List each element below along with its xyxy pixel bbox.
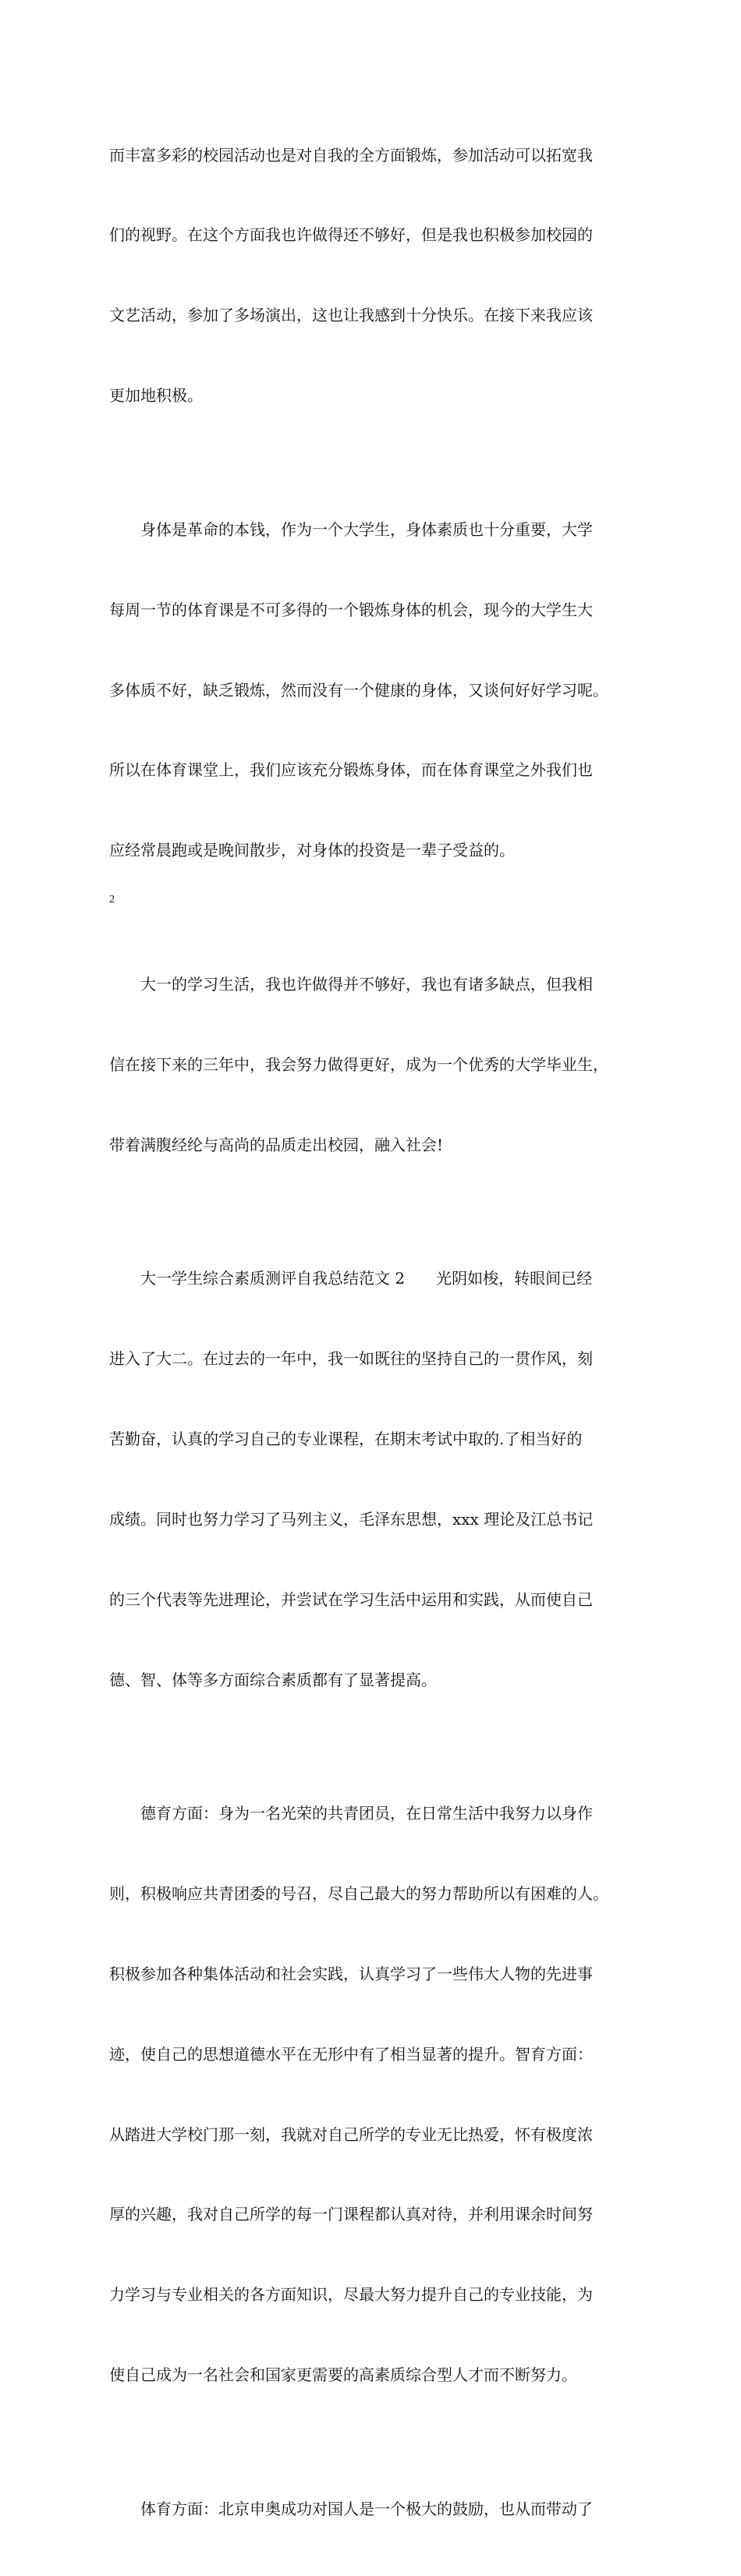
text-line: 成绩。同时也努力学习了马列主义，毛泽东思想，xxx 理论及江总书记 <box>109 1509 594 1529</box>
text-line: 应经常晨跑或是晚间散步，对身体的投资是一辈子受益的。 <box>109 841 515 860</box>
paragraph <box>109 2442 640 2575</box>
paragraph <box>109 917 640 1211</box>
text-line: 身体是革命的本钱，作为一个大学生，身体素质也十分重要，大学 <box>140 519 593 539</box>
text-line: 迹，使自己的思想道德水平在无形中有了相当显著的提升。智育方面： <box>109 2044 593 2064</box>
text-line: 而丰富多彩的校园活动也是对自我的全方面锻炼，参加活动可以拓宽我 <box>109 145 593 165</box>
text-line: 力学习与专业相关的各方面知识，尽最大努力提升自己的专业技能，为 <box>109 2285 593 2305</box>
text-line: 所以在体育课堂上，我们应该充分锻炼身体，而在体育课堂之外我们也 <box>109 760 593 780</box>
text-line: 德、智、体等多方面综合素质都有了显著提高。 <box>109 1670 437 1689</box>
text-line: 大一的学习生活，我也许做得并不够好，我也有诸多缺点，但我相 <box>140 974 593 994</box>
text-line: 使自己成为一名社会和国家更需要的高素质综合型人才而不断努力。 <box>109 2365 577 2385</box>
text-line: 多体质不好，缺乏锻炼，然而没有一个健康的身体，又谈何好好学习呢。 <box>109 680 608 700</box>
paragraph <box>109 1746 640 2442</box>
text-line: 体育方面：北京申奥成功对国人是一个极大的鼓励，也从而带动了 <box>140 2499 593 2518</box>
text-line: 德育方面：身为一名光荣的共青团员，在日常生活中我努力以身作 <box>140 1804 593 1823</box>
text-line: 文艺活动，参加了多场演出，这也让我感到十分快乐。在接下来我应该 <box>109 306 593 325</box>
page-number: 2 <box>109 894 115 905</box>
text-line: 更加地积极。 <box>109 386 203 406</box>
text-line: 苦勤奋，认真的学习自己的专业课程，在期末考试中取的.了相当好的 <box>109 1429 583 1448</box>
text-line: 积极参加各种集体活动和社会实践，认真学习了一些伟大人物的先进事 <box>109 1964 593 1983</box>
text-line: 带着满腹经纶与高尚的品质走出校园，融入社会! <box>109 1135 444 1154</box>
body-text <box>109 88 640 2576</box>
text-line: 大一学生综合素质测评自我总结范文 2 光阴如梭，转眼间已经 <box>140 1269 593 1288</box>
text-line: 每周一节的体育课是不可多得的一个锻炼身体的机会，现今的大学生大 <box>109 600 593 619</box>
text-line: 从踏进大学校门那一刻，我就对自己所学的专业无比热爱，怀有极度浓 <box>109 2124 593 2144</box>
text-line: 则，积极响应共青团委的号召，尽自己最大的努力帮助所以有困难的人。 <box>109 1883 608 1903</box>
text-line: 信在接下来的三年中，我会努力做得更好，成为一个优秀的大学毕业生， <box>109 1054 608 1074</box>
text-line: 的三个代表等先进理论，并尝试在学习生活中运用和实践，从而使自己 <box>109 1589 593 1609</box>
paragraph <box>109 462 640 917</box>
paragraph <box>109 1211 640 1746</box>
text-line: 厚的兴趣，我对自己所学的每一门课程都认真对待，并利用课余时间努 <box>109 2205 593 2224</box>
paragraph <box>109 88 640 462</box>
text-line: 们的视野。在这个方面我也许做得还不够好，但是我也积极参加校园的 <box>109 225 593 245</box>
text-line: 进入了大二。在过去的一年中，我一如既往的坚持自己的一贯作风，刻 <box>109 1348 593 1368</box>
